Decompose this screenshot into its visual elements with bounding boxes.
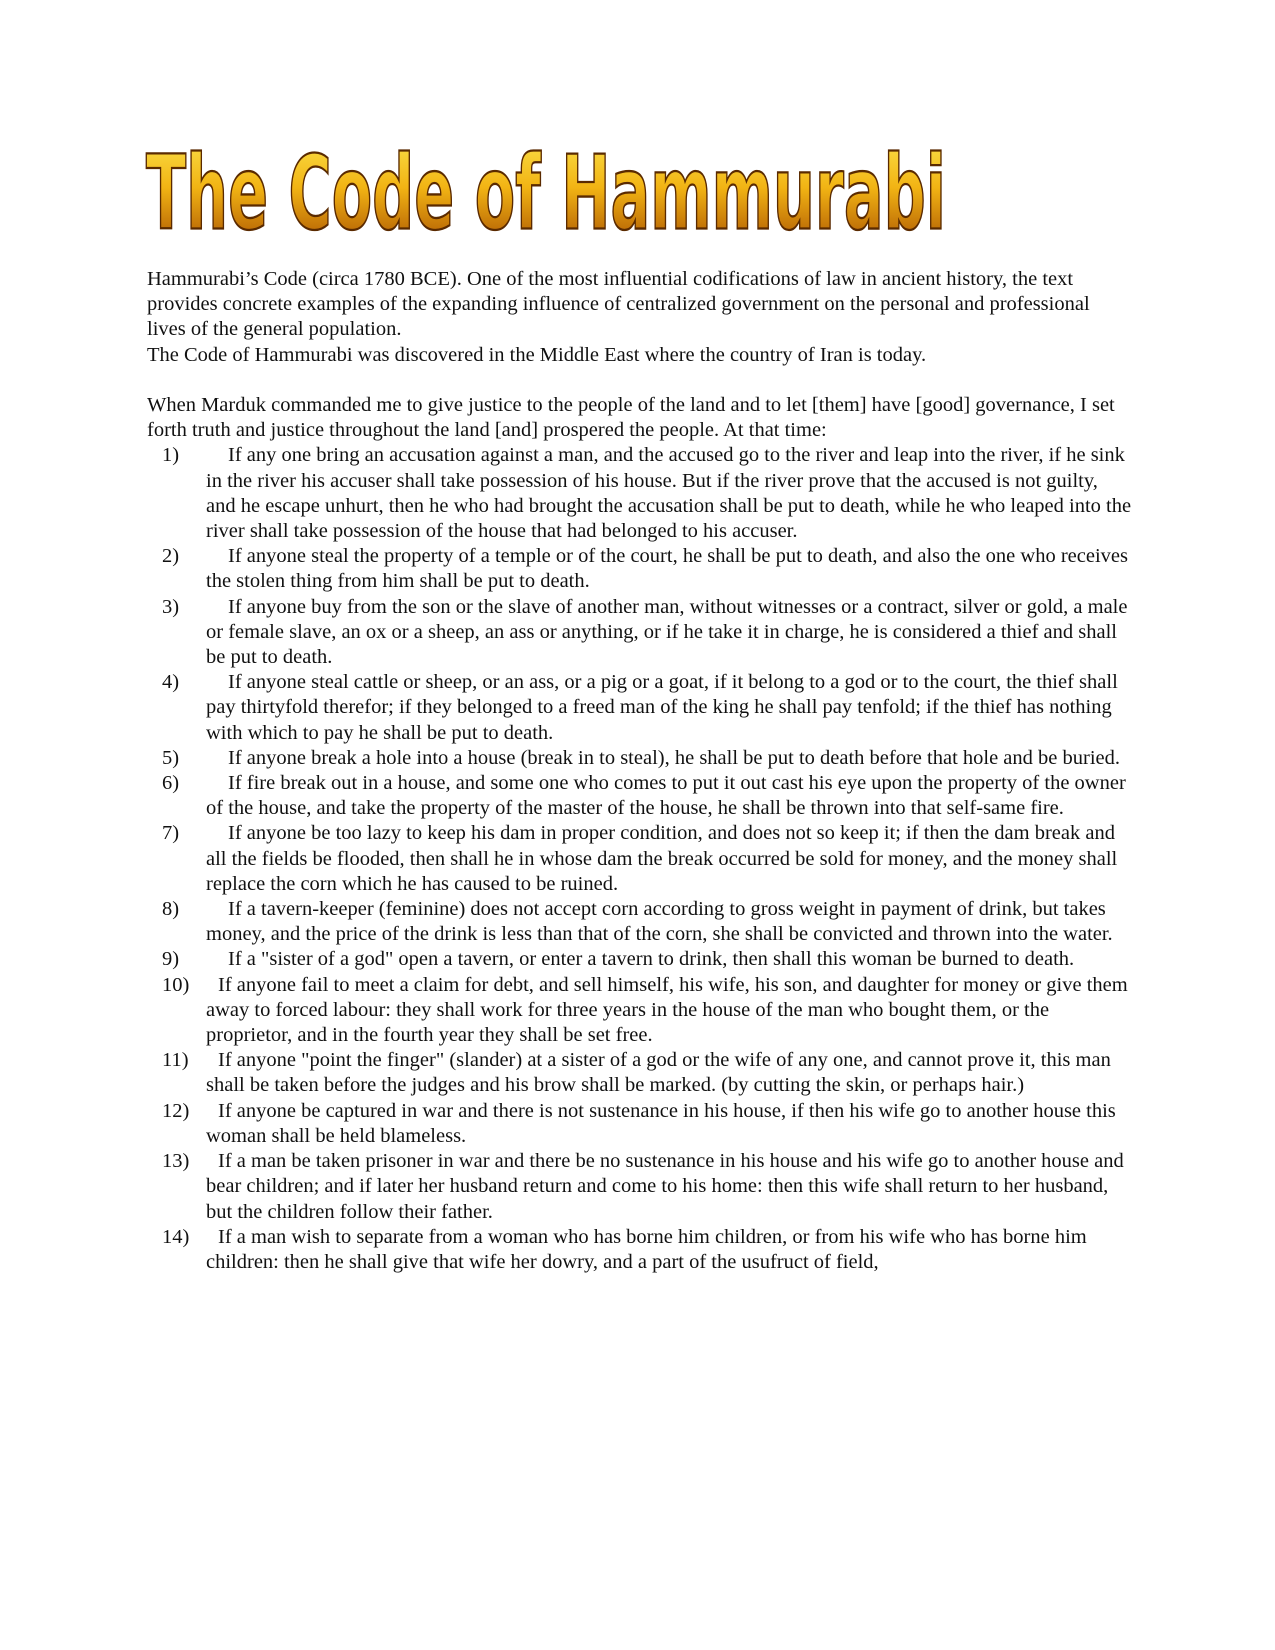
law-item xyxy=(147,1225,1132,1275)
law-number: 9) xyxy=(162,948,180,971)
intro-paragraph: Hammurabi’s Code (circa 1780 BCE). One of the most influential codifications of law in ancient history, the text provides concrete examples of the expanding influence of centralized government on the personal and professional lives of the general population. xyxy=(147,268,1090,341)
law-number: 12) xyxy=(162,1099,190,1122)
law-number: 2) xyxy=(162,545,180,568)
law-item xyxy=(147,821,1132,897)
law-text: If a "sister of a god" open a tavern, or enter a tavern to drink, then shall this woman be burned to death. xyxy=(228,948,1075,971)
law-text: If anyone "point the finger" (slander) at a sister of a god or the wife of any one, and cannot prove it, this man shall be taken before the judges and his brow shall be marked. (by cutting the skin, or perhaps hair.) xyxy=(206,1049,1111,1097)
law-text: If anyone be too lazy to keep his dam in proper condition, and does not so keep it; if then the dam break and all the fields be flooded, then shall he in whose dam the break occurred be sold for money, and the money shall replace the corn which he has caused to be ruined. xyxy=(206,822,1118,895)
law-text: If anyone fail to meet a claim for debt, and sell himself, his wife, his son, and daughter for money or give them away to forced labour: they shall work for three years in the house of the man who bought them, or the proprietor, and in the fourth year they shall be set free. xyxy=(206,973,1128,1047)
law-text: If anyone steal cattle or sheep, or an ass, or a pig or a goat, if it belong to a god or to the court, the thief shall pay thirtyfold therefor; if they belonged to a freed man of the king he shall pay tenfold; if the thief has nothing with which to pay he shall be put to death. xyxy=(206,671,1118,744)
law-text: If anyone buy from the son or the slave of another man, without witnesses or a contract, silver or gold, a male or female slave, an ox or a sheep, an ass or anything, or if he take it in charge, he is considered a thief and shall be put to death. xyxy=(206,595,1128,669)
law-text: If a man be taken prisoner in war and there be no sustenance in his house and his wife go to another house and bear children; and if later her husband return and come to his home: then this wife shall return to her husband, but the children follow their father. xyxy=(206,1150,1124,1223)
law-item xyxy=(147,973,1132,1049)
law-number: 4) xyxy=(162,671,180,694)
law-number: 14) xyxy=(162,1225,190,1248)
law-number: 11) xyxy=(162,1049,189,1072)
law-number: 10) xyxy=(162,973,190,996)
law-number: 7) xyxy=(162,822,180,845)
preamble-paragraph: When Marduk commanded me to give justice to the people of the land and to let [them] have [good] governance, I set forth truth and justice throughout the land [and] prospered the people. At that time: xyxy=(147,394,1115,442)
law-text: If any one bring an accusation against a man, and the accused go to the river and leap into the river, if he sink in the river his accuser shall take possession of his house. But if the river prove that the accused is not guilty, and he escape unhurt, then he who had brought the accusation shall be put to death, while he who leaped into the river shall take possession of the house that had belonged to his accuser. xyxy=(206,444,1132,543)
title-wordart xyxy=(142,134,962,254)
law-item xyxy=(147,670,1132,746)
law-number: 5) xyxy=(162,746,180,769)
law-item xyxy=(147,746,1132,771)
law-text: If fire break out in a house, and some one who comes to put it out cast his eye upon the property of the owner of the house, and take the property of the master of the house, he shall be thrown into that self-same fire. xyxy=(206,772,1126,820)
law-item xyxy=(147,897,1132,947)
law-number: 3) xyxy=(162,595,180,618)
law-text: If a man wish to separate from a woman who has borne him children, or from his wife who has borne him children: then he shall give that wife her dowry, and a part of the usufruct of field, xyxy=(206,1225,1087,1273)
law-number: 6) xyxy=(162,772,180,795)
law-text: If a tavern-keeper (feminine) does not accept corn according to gross weight in payment of drink, but takes money, and the price of the drink is less than that of the corn, she shall be convicted and thrown into the water. xyxy=(206,898,1113,946)
law-item xyxy=(147,1099,1132,1149)
page-title: The Code of Hammurabi xyxy=(146,134,946,254)
law-item xyxy=(147,443,1132,544)
law-item xyxy=(147,544,1132,594)
discovery-paragraph: The Code of Hammurabi was discovered in the Middle East where the country of Iran is today. xyxy=(147,343,927,366)
law-item xyxy=(147,595,1132,671)
law-text: If anyone be captured in war and there is not sustenance in his house, if then his wife go to another house this woman shall be held blameless. xyxy=(206,1099,1116,1147)
law-text: If anyone steal the property of a temple or of the court, he shall be put to death, and also the one who receives the stolen thing from him shall be put to death. xyxy=(206,545,1128,593)
law-item xyxy=(147,1149,1132,1225)
law-text: If anyone break a hole into a house (break in to steal), he shall be put to death before that hole and be buried. xyxy=(228,746,1121,769)
law-item xyxy=(147,1048,1132,1098)
law-number: 13) xyxy=(162,1150,190,1173)
spacer xyxy=(147,368,1132,393)
document-body xyxy=(147,267,1132,1275)
law-item xyxy=(147,947,1132,972)
law-item xyxy=(147,771,1132,821)
law-number: 1) xyxy=(162,444,180,467)
law-number: 8) xyxy=(162,898,180,921)
